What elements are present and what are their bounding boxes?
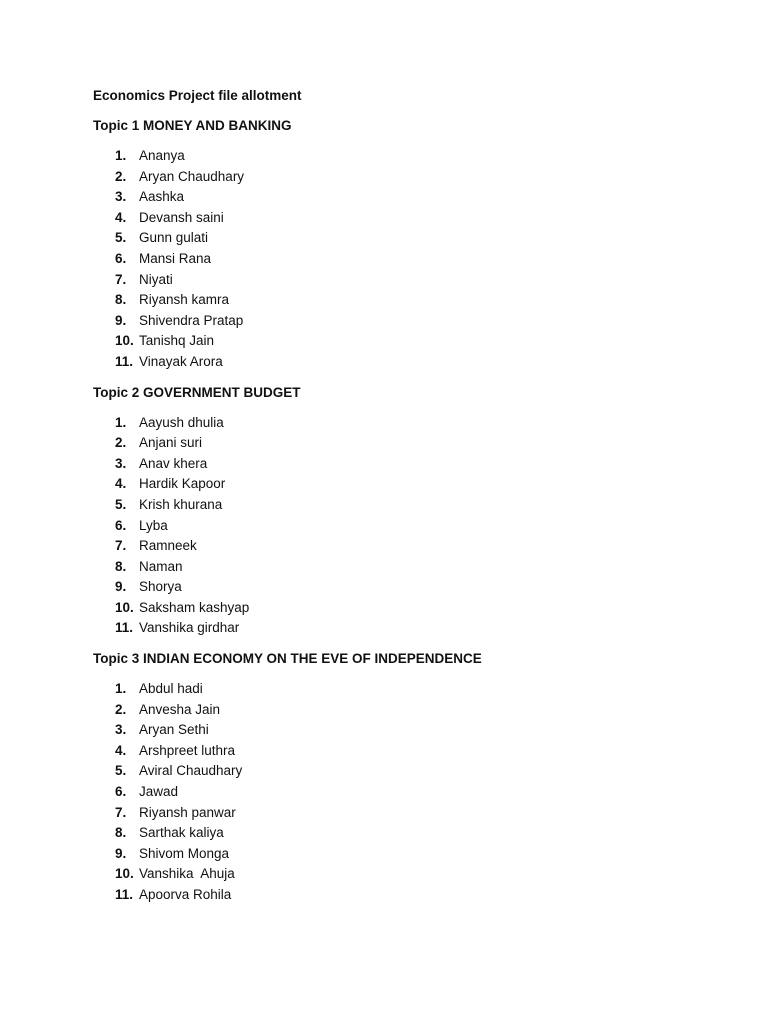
list-item <box>93 782 713 803</box>
student-name: Naman <box>139 558 183 574</box>
list-item <box>93 761 713 782</box>
student-name: Devansh saini <box>139 209 224 225</box>
student-name: Anvesha Jain <box>139 701 221 717</box>
list-item <box>93 679 713 700</box>
list-item-number: 10. <box>115 333 134 349</box>
topic-section-1 <box>93 116 713 373</box>
list-item-number: 5. <box>115 763 127 779</box>
list-item <box>93 167 713 188</box>
topic-heading: Topic 1 MONEY AND BANKING <box>93 118 292 133</box>
list-item-number: 7. <box>115 538 127 554</box>
list-item <box>93 844 713 865</box>
student-name: Aryan Chaudhary <box>139 168 245 184</box>
student-name: Sarthak kaliya <box>139 825 224 841</box>
student-name: Abdul hadi <box>139 681 203 697</box>
topic-section-2 <box>93 383 713 640</box>
list-item <box>93 864 713 885</box>
list-item-number: 8. <box>115 558 127 574</box>
list-item <box>93 803 713 824</box>
list-item <box>93 146 713 167</box>
list-item-number: 7. <box>115 271 127 287</box>
list-item-number: 10. <box>115 866 134 882</box>
list-item-number: 1. <box>115 148 127 163</box>
list-item-number: 1. <box>115 414 127 430</box>
student-name: Saksham kashyap <box>139 599 250 615</box>
list-item <box>93 311 713 332</box>
list-item-number: 9. <box>115 579 127 595</box>
list-item-number: 1. <box>115 681 127 697</box>
student-list <box>93 679 713 906</box>
student-name: Krish khurana <box>139 496 223 512</box>
student-name: Anjani suri <box>139 435 203 451</box>
list-item <box>93 700 713 721</box>
student-name: Shorya <box>139 579 182 595</box>
list-item <box>93 516 713 537</box>
list-item <box>93 228 713 249</box>
list-item <box>93 557 713 578</box>
list-item-number: 2. <box>115 168 127 184</box>
student-name: Riyansh panwar <box>139 804 236 820</box>
list-item-number: 3. <box>115 455 127 471</box>
student-name: Aryan Sethi <box>139 722 209 738</box>
list-item <box>93 454 713 475</box>
list-item-number: 11. <box>115 887 134 902</box>
topic-heading: Topic 2 GOVERNMENT BUDGET <box>93 384 301 400</box>
student-name: Apoorva Rohila <box>139 887 232 902</box>
list-item <box>93 413 713 434</box>
list-item-number: 2. <box>115 701 127 717</box>
student-list <box>93 413 713 640</box>
list-item-number: 6. <box>115 250 127 266</box>
list-item <box>93 352 713 373</box>
student-name: Ananya <box>139 148 185 163</box>
list-item <box>93 270 713 291</box>
student-name: Shivendra Pratap <box>139 312 244 328</box>
student-name: Anav khera <box>139 455 208 471</box>
topic-section-3 <box>93 649 713 906</box>
list-item-number: 6. <box>115 784 127 800</box>
document-title: Economics Project file allotment <box>93 88 302 103</box>
student-name: Ramneek <box>139 538 197 554</box>
list-item-number: 9. <box>115 845 127 861</box>
topic-heading: Topic 3 INDIAN ECONOMY ON THE EVE OF INDEPENDENCE <box>93 651 482 667</box>
student-name: Arshpreet luthra <box>139 742 236 758</box>
student-name: Vanshika girdhar <box>139 620 240 636</box>
list-item <box>93 885 713 906</box>
student-name: Tanishq Jain <box>139 333 215 349</box>
student-name: Niyati <box>139 271 173 287</box>
list-item-number: 3. <box>115 189 127 205</box>
document-page <box>93 86 713 916</box>
list-item <box>93 474 713 495</box>
list-item-number: 9. <box>115 312 127 328</box>
list-item <box>93 598 713 619</box>
list-item <box>93 495 713 516</box>
student-name: Aayush dhulia <box>139 414 224 430</box>
list-item <box>93 823 713 844</box>
list-item <box>93 249 713 270</box>
list-item <box>93 433 713 454</box>
list-item <box>93 331 713 352</box>
list-item-number: 6. <box>115 517 127 533</box>
list-item-number: 8. <box>115 292 127 308</box>
list-item-number: 4. <box>115 742 127 758</box>
student-list <box>93 146 713 373</box>
list-item-number: 2. <box>115 435 127 451</box>
student-name: Hardik Kapoor <box>139 476 226 492</box>
list-item-number: 8. <box>115 825 127 841</box>
student-name: Riyansh kamra <box>139 292 230 308</box>
student-name: Gunn gulati <box>139 230 209 246</box>
list-item <box>93 720 713 741</box>
student-name: Vinayak Arora <box>139 353 223 369</box>
topics-container <box>93 116 713 906</box>
student-name: Jawad <box>139 784 179 800</box>
list-item-number: 5. <box>115 496 127 512</box>
student-name: Shivom Monga <box>139 845 230 861</box>
list-item <box>93 741 713 762</box>
list-item-number: 7. <box>115 804 127 820</box>
list-item-number: 5. <box>115 230 127 246</box>
list-item-number: 4. <box>115 209 127 225</box>
student-name: Mansi Rana <box>139 250 212 266</box>
list-item <box>93 290 713 311</box>
list-item-number: 11. <box>115 353 134 369</box>
list-item-number: 11. <box>115 620 134 636</box>
list-item-number: 10. <box>115 599 134 615</box>
student-name: Vanshika Ahuja <box>139 866 235 882</box>
student-name: Lyba <box>139 517 168 533</box>
list-item-number: 3. <box>115 722 127 738</box>
student-name: Aashka <box>139 189 185 205</box>
student-name: Aviral Chaudhary <box>139 763 243 779</box>
list-item <box>93 536 713 557</box>
list-item <box>93 187 713 208</box>
list-item <box>93 208 713 229</box>
list-item <box>93 618 713 639</box>
list-item-number: 4. <box>115 476 127 492</box>
list-item <box>93 577 713 598</box>
